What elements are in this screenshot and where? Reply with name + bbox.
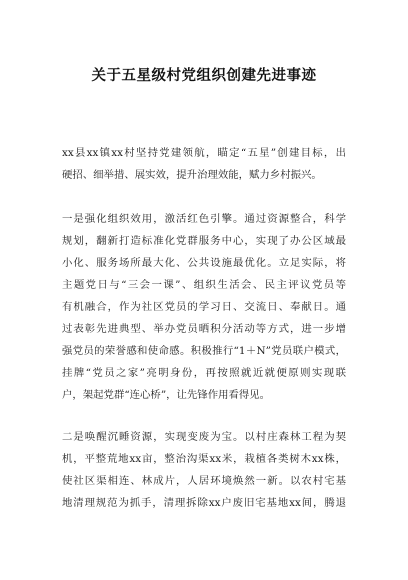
paragraph-line: 机，平整荒地xx亩，整治沟渠xx米，栽植各类树木xx株， [62,453,346,465]
paragraph-line: 使社区渠相连、林成片，人居环境焕然一新。以农村宅基 [62,475,346,487]
paragraph-organization [62,208,346,406]
paragraph-line: 二是唤醒沉睡资源，实现变废为宝。以村庄森林工程为契 [62,431,346,443]
paragraph-line: 有机融合，作为社区党员的学习日、交流日、奉献日。通 [62,301,346,313]
paragraph-line: 户，架起党群“连心桥”，让先锋作用看得见。 [62,389,271,401]
paragraph-line: 硬招、细举措、展实效，提升治理效能，赋力乡村振兴。 [62,169,322,181]
paragraph-line: 地清理规范为抓手，清理拆除xx户废旧宅基地xx间，腾退 [62,497,346,509]
paragraph-line: 过表彰先进典型、举办党员晒积分活动等方式，进一步增 [62,323,346,335]
paragraph-line: 小化、服务场所最大化、公共设施最优化。立足实际，将 [62,257,346,269]
paragraph-line: 主题党日与“三会一课”、组织生活会、民主评议党员等 [62,279,346,291]
paragraph-intro [62,142,346,186]
paragraph-line: 规划，翻新打造标准化党群服务中心，实现了办公区域最 [62,235,346,247]
paragraph-line: 强党员的荣誉感和使命感。积极推行“1＋N”党员联户模式， [62,345,346,357]
paragraph-line: xx县xx镇xx村坚持党建领航，瞄定“五星”创建目标，出 [62,147,346,159]
document-title: 关于五星级村党组织创建先进事迹 [91,68,317,84]
paragraph-line: 挂牌“党员之家”亮明身份，再按照就近就便原则实现联 [62,367,346,379]
paragraph-resources [62,426,346,514]
paragraph-line: 一是强化组织效用，激活红色引擎。通过资源整合，科学 [62,213,346,225]
